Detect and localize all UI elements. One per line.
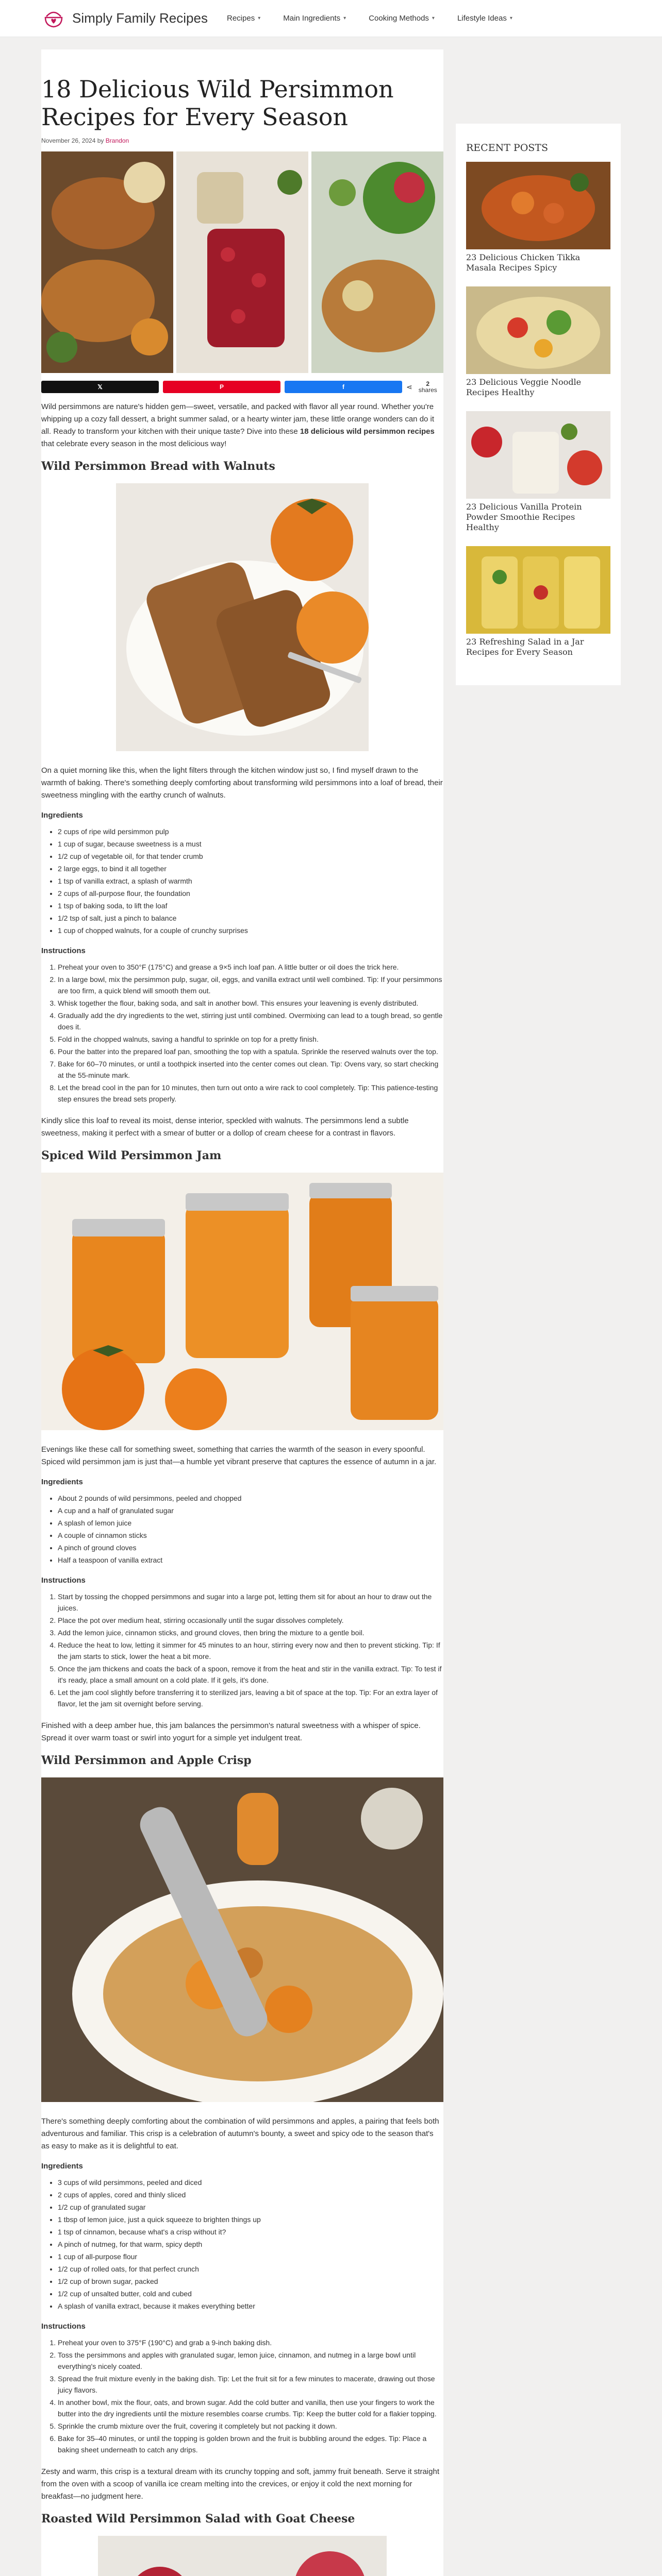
- list-item: • 1 cup of sugar, because sweetness is a must: [58, 838, 443, 850]
- list-item: 1. Start by tossing the chopped persimmons and sugar into a large pot, letting them sit for about an hour to draw out the juices.: [58, 1591, 443, 1614]
- recent-posts-heading: RECENT POSTS: [466, 142, 548, 154]
- list-item: 2. In a large bowl, mix the persimmon pulp, sugar, oil, eggs, and vanilla extract until well combined. Tip: If your persimmons are too firm, a quick blend will smooth them out.: [58, 974, 443, 996]
- ingredients-list: [58, 1493, 443, 1566]
- recent-post-item[interactable]: [466, 411, 610, 533]
- list-item: 1. Preheat your oven to 350°F (175°C) and grease a 9×5 inch loaf pan. A little butter or oil does the trick here.: [58, 961, 443, 973]
- chevron-down-icon: ▾: [343, 15, 346, 21]
- author-link[interactable]: Brandon: [105, 137, 129, 144]
- list-item: • 1 cup of all-purpose flour: [58, 2251, 443, 2262]
- list-item: • A splash of lemon juice: [58, 1517, 443, 1529]
- list-item: • 1/2 cup of rolled oats, for that perfect crunch: [58, 2263, 443, 2275]
- list-item: 6. Let the jam cool slightly before transferring it to sterilized jars, leaving a bit of space at the top. Tip: For an extra layer of flavor, let the jam sit overnight before serving.: [58, 1687, 443, 1709]
- recipe-outro: Kindly slice this loaf to reveal its moist, dense interior, speckled with walnuts. The persimmons lend a subtle sweetness, making it perfect with a smear of butter or a dollop of cream cheese for a contrast in flavors.: [41, 1116, 409, 1138]
- list-item: 7. Bake for 60–70 minutes, or until a toothpick inserted into the center comes out clean. Tip: Ovens vary, so start checking at the 55-minute mark.: [58, 1058, 443, 1081]
- list-item: 6. Pour the batter into the prepared loaf pan, smoothing the top with a spatula. Sprinkle the reserved walnuts over the top.: [58, 1046, 443, 1057]
- share-count: [419, 381, 437, 393]
- share-pinterest-button[interactable]: [163, 381, 280, 393]
- recipe-image-persimmon-bread: [116, 483, 369, 751]
- instructions-heading: Instructions: [41, 2322, 86, 2331]
- nav-item-cooking-methods[interactable]: [369, 14, 435, 23]
- list-item: • A cup and a half of granulated sugar: [58, 1505, 443, 1516]
- nav-label: Cooking Methods: [369, 14, 429, 23]
- list-item: 4. Gradually add the dry ingredients to the wet, stirring just until combined. Overmixing can lead to a tough bread, so gentle does it.: [58, 1010, 443, 1032]
- list-item: • 1 tsp of cinnamon, because what's a crisp without it?: [58, 2226, 443, 2238]
- recent-post-thumbnail[interactable]: [466, 546, 610, 634]
- intro-bold: 18 delicious wild persimmon recipes: [300, 427, 435, 436]
- recent-post-thumbnail[interactable]: [466, 286, 610, 374]
- article: [41, 49, 443, 2576]
- list-item: • A splash of vanilla extract, because it makes everything better: [58, 2300, 443, 2312]
- intro-paragraph: [41, 401, 443, 450]
- sidebar: [456, 124, 621, 685]
- recent-post-link[interactable]: 23 Delicious Veggie Noodle Recipes Healthy: [466, 377, 582, 397]
- list-item: 2. Toss the persimmons and apples with granulated sugar, lemon juice, cinnamon, and nutmeg in a large bowl until everything's nicely coated.: [58, 2349, 443, 2372]
- list-item: • 1 cup of chopped walnuts, for a couple of crunchy surprises: [58, 925, 443, 936]
- list-item: • 1 tsp of vanilla extract, a splash of warmth: [58, 875, 443, 887]
- share-icon: ⋖: [406, 382, 412, 391]
- recipe-outro: Finished with a deep amber hue, this jam balances the persimmon's natural sweetness with a whisper of spice. Spread it over warm toast or swirl into yogurt for a simple yet indulgent treat.: [41, 1721, 421, 1742]
- list-item: • 1/2 cup of granulated sugar: [58, 2201, 443, 2213]
- instructions-list: [58, 961, 443, 1105]
- recipe-description: On a quiet morning like this, when the light filters through the kitchen window just so, I find myself drawn to the warmth of baking. There's something deeply comforting about transforming wild persimmons into a loaf of bread, their sweetness mingling with the earthy crunch of walnuts.: [41, 766, 443, 800]
- list-item: • 1 tbsp of lemon juice, just a quick squeeze to brighten things up: [58, 2214, 443, 2225]
- site-header: [0, 0, 662, 37]
- intro-text: Wild persimmons are nature's hidden gem—sweet, versatile, and packed with flavor all year round. Whether you're whipping up a cozy fall dessert, a bright summer salad, or a hearty winter jam, these little orange wonders can do it all. Ready to transform your kitchen with their unique taste? Dive into these: [41, 402, 435, 436]
- recipe-heading: Wild Persimmon and Apple Crisp: [41, 1754, 252, 1767]
- list-item: 5. Sprinkle the crumb mixture over the fruit, covering it completely but not packing it down.: [58, 2420, 443, 2432]
- list-item: • Half a teaspoon of vanilla extract: [58, 1554, 443, 1566]
- hero-image-roasted-chicken: [41, 151, 173, 373]
- facebook-icon: f: [342, 383, 344, 391]
- recent-post-thumbnail[interactable]: [466, 411, 610, 499]
- list-item: • About 2 pounds of wild persimmons, peeled and chopped: [58, 1493, 443, 1504]
- list-item: 4. In another bowl, mix the flour, oats, and brown sugar. Add the cold butter and vanilla, then use your fingers to work the butter into the dry ingredients until the mixture resembles coarse crumbs. Tip: Keep the butter cold for a flakier topping.: [58, 2397, 443, 2419]
- list-item: • 1/2 cup of unsalted butter, cold and cubed: [58, 2288, 443, 2299]
- list-item: 5. Once the jam thickens and coats the back of a spoon, remove it from the heat and stir in the vanilla extract. Tip: To test if it's ready, place a small amount on a cold plate. If it gels, it's done.: [58, 1663, 443, 1686]
- instructions-list: [58, 2337, 443, 2455]
- list-item: 2. Place the pot over medium heat, stirring occasionally until the sugar dissolves completely.: [58, 1615, 443, 1626]
- instructions-heading: Instructions: [41, 1576, 86, 1585]
- by-label: by: [97, 137, 104, 144]
- recent-post-link[interactable]: 23 Refreshing Salad in a Jar Recipes for Every Season: [466, 637, 584, 657]
- nav-item-main-ingredients[interactable]: [283, 14, 346, 23]
- recent-post-item[interactable]: [466, 546, 610, 657]
- site-logo-icon[interactable]: [41, 6, 66, 31]
- list-item: • A couple of cinnamon sticks: [58, 1530, 443, 1541]
- recent-post-item[interactable]: [466, 162, 610, 273]
- recent-post-thumbnail[interactable]: [466, 162, 610, 249]
- recipe-heading: Roasted Wild Persimmon Salad with Goat Cheese: [41, 2512, 355, 2526]
- post-meta: [41, 137, 443, 144]
- ingredients-heading: Ingredients: [41, 2162, 83, 2171]
- recent-post-link[interactable]: 23 Delicious Vanilla Protein Powder Smoothie Recipes Healthy: [466, 502, 582, 532]
- list-item: • 2 cups of ripe wild persimmon pulp: [58, 826, 443, 837]
- recipe-heading: Spiced Wild Persimmon Jam: [41, 1149, 222, 1162]
- list-item: • 1/2 tsp of salt, just a pinch to balance: [58, 912, 443, 924]
- article-content: [41, 401, 443, 2576]
- site-title[interactable]: Simply Family Recipes: [72, 10, 208, 26]
- list-item: • 1/2 cup of vegetable oil, for that tender crumb: [58, 851, 443, 862]
- list-item: 4. Reduce the heat to low, letting it simmer for 45 minutes to an hour, stirring every now and then to prevent sticking. Tip: If the jam starts to stick, lower the heat a bit more.: [58, 1639, 443, 1662]
- list-item: • 1/2 cup of brown sugar, packed: [58, 2276, 443, 2287]
- list-item: • 3 cups of wild persimmons, peeled and diced: [58, 2177, 443, 2188]
- list-item: 3. Whisk together the flour, baking soda, and salt in another bowl. This ensures your leavening is evenly distributed.: [58, 997, 443, 1009]
- x-icon: 𝕏: [97, 383, 103, 391]
- recipe-description: There's something deeply comforting about the combination of wild persimmons and apples, a pairing that feels both adventurous and familiar. This crisp is a celebration of autumn's bounty, a sweet and spicy ode to the season that's as easy to make as it is delightful to eat.: [41, 2117, 439, 2150]
- recipe-heading: Wild Persimmon Bread with Walnuts: [41, 460, 275, 473]
- ingredients-list: [58, 826, 443, 936]
- main-nav: [227, 14, 512, 23]
- chevron-down-icon: ▾: [509, 15, 512, 21]
- chevron-down-icon: ▾: [432, 15, 435, 21]
- chevron-down-icon: ▾: [258, 15, 261, 21]
- intro-text-end: that celebrate every season in the most delicious way!: [41, 439, 227, 448]
- list-item: • A pinch of nutmeg, for that warm, spicy depth: [58, 2239, 443, 2250]
- pinterest-icon: P: [219, 383, 224, 391]
- list-item: 3. Add the lemon juice, cinnamon sticks, and ground cloves, then bring the mixture to a gentle boil.: [58, 1627, 443, 1638]
- instructions-heading: Instructions: [41, 946, 86, 955]
- instructions-list: [58, 1591, 443, 1709]
- list-item: 5. Fold in the chopped walnuts, saving a handful to sprinkle on top for a pretty finish.: [58, 1033, 443, 1045]
- recipe-image-persimmon-jam: [41, 1173, 443, 1430]
- list-item: • 2 cups of all-purpose flour, the foundation: [58, 888, 443, 899]
- list-item: 1. Preheat your oven to 375°F (190°C) and grab a 9-inch baking dish.: [58, 2337, 443, 2348]
- share-facebook-button[interactable]: [285, 381, 402, 393]
- recipe-image-roasted-persimmon-salad: [98, 2536, 387, 2576]
- list-item: • A pinch of ground cloves: [58, 1542, 443, 1553]
- list-item: 6. Bake for 35–40 minutes, or until the topping is golden brown and the fruit is bubbling around the edges. Tip: Place a baking sheet underneath to catch any drips.: [58, 2433, 443, 2455]
- share-count-value: 2: [426, 380, 430, 387]
- post-date: November 26, 2024: [41, 137, 96, 144]
- nav-label: Lifestyle Ideas: [457, 14, 507, 23]
- recipe-description: Evenings like these call for something sweet, something that carries the warmth of the season in every spoonful. Spiced wild persimmon jam is just that—a humble yet vibrant preserve that captures the essence of autumn in a jar.: [41, 1445, 437, 1466]
- ingredients-list: [58, 2177, 443, 2312]
- hero-image-cranberry-jar: [176, 151, 308, 373]
- hero-image-salad: [311, 151, 443, 373]
- nav-label: Recipes: [227, 14, 255, 23]
- nav-item-lifestyle-ideas[interactable]: [457, 14, 512, 23]
- recent-post-link[interactable]: 23 Delicious Chicken Tikka Masala Recipes Spicy: [466, 252, 581, 273]
- list-item: • 1 tsp of baking soda, to lift the loaf: [58, 900, 443, 911]
- recent-post-item[interactable]: [466, 286, 610, 398]
- list-item: 8. Let the bread cool in the pan for 10 minutes, then turn out onto a wire rack to cool completely. Tip: This patience-testing step ensures the bread sets properly.: [58, 1082, 443, 1105]
- nav-label: Main Ingredients: [283, 14, 341, 23]
- share-x-button[interactable]: [41, 381, 159, 393]
- share-count-label: shares: [418, 386, 437, 394]
- ingredients-heading: Ingredients: [41, 811, 83, 820]
- recipe-outro: Zesty and warm, this crisp is a textural dream with its crunchy topping and soft, jammy fruit beneath. Serve it straight from the oven with a scoop of vanilla ice cream melting into the crevices, or enjoy it cold the next morning for breakfast—no judgment here.: [41, 2467, 439, 2501]
- share-bar: [41, 380, 443, 394]
- list-item: 3. Spread the fruit mixture evenly in the baking dish. Tip: Let the fruit sit for a few minutes to macerate, drawing out those juicy flavors.: [58, 2373, 443, 2396]
- page-title: 18 Delicious Wild Persimmon Recipes for Every Season: [41, 75, 394, 131]
- list-item: • 2 large eggs, to bind it all together: [58, 863, 443, 874]
- nav-item-recipes[interactable]: [227, 14, 260, 23]
- hero-image-collage: [41, 151, 443, 373]
- ingredients-heading: Ingredients: [41, 1478, 83, 1486]
- recipe-image-persimmon-apple-crisp: [41, 1777, 443, 2102]
- list-item: • 2 cups of apples, cored and thinly sliced: [58, 2189, 443, 2200]
